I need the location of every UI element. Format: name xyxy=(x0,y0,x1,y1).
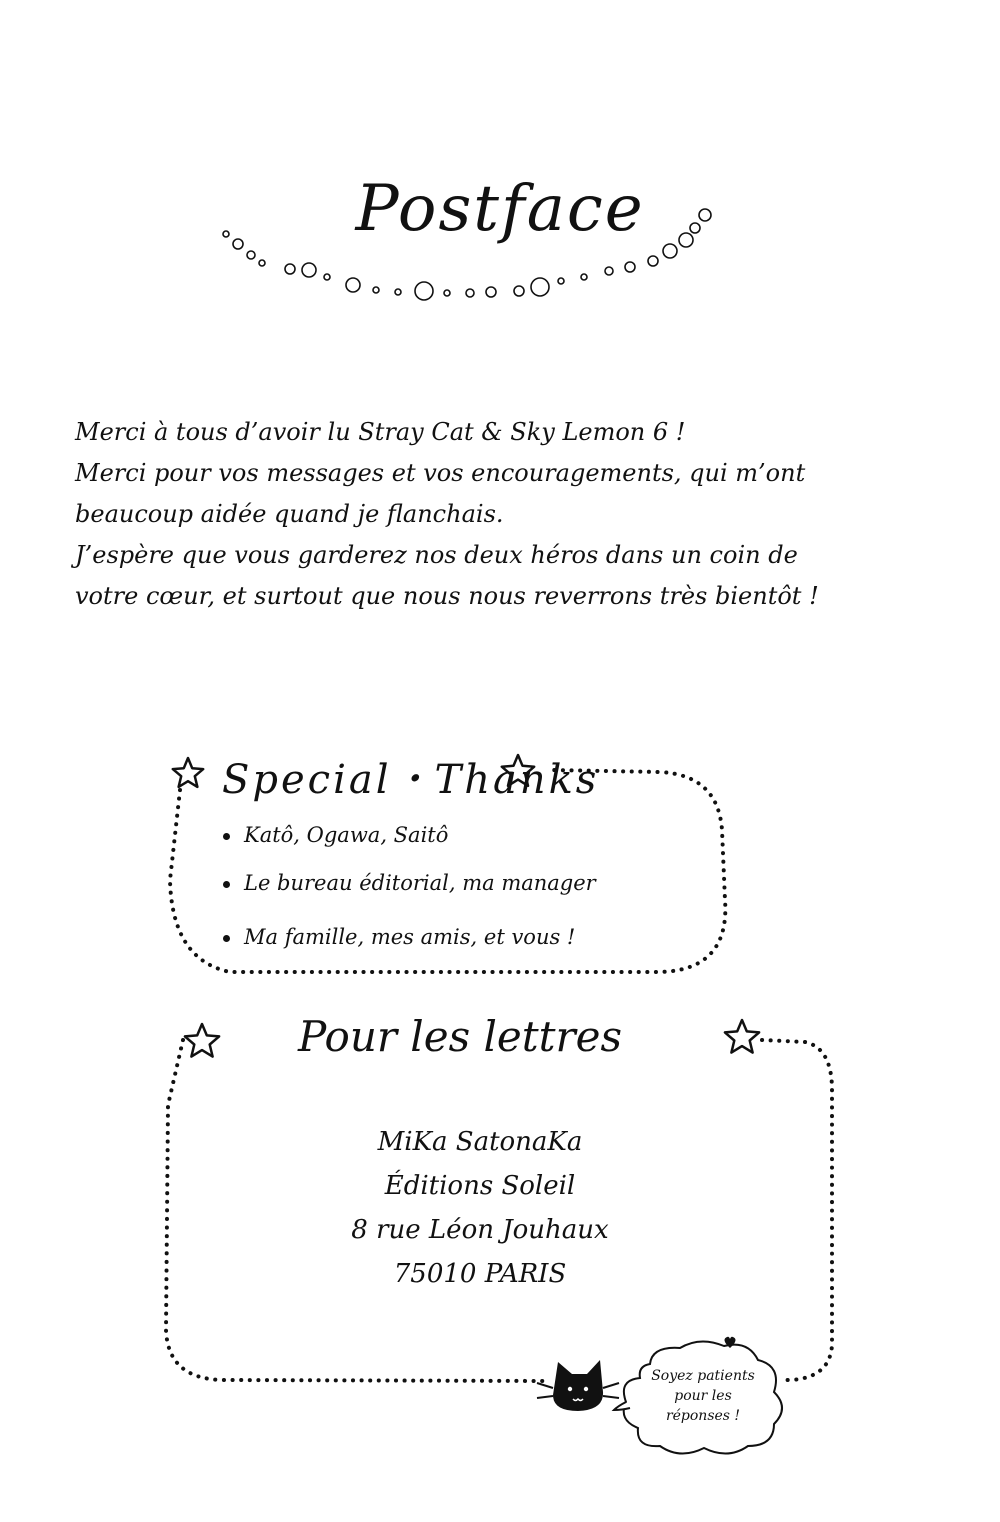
speech-bubble-text xyxy=(628,1366,778,1426)
bubble-dot xyxy=(285,264,295,274)
bubble-dot xyxy=(625,262,635,272)
address-line: Éditions Soleil xyxy=(384,1171,576,1201)
special-thanks-list xyxy=(220,812,596,950)
cat-icon xyxy=(537,1360,619,1411)
bubble-line: réponses ! xyxy=(665,1408,741,1424)
letters-title: Pour les lettres xyxy=(297,1012,623,1061)
bubble-dot xyxy=(648,256,658,266)
intro-text xyxy=(75,412,935,617)
bubble-dot xyxy=(346,278,360,292)
bubble-line: Soyez patients xyxy=(651,1368,755,1384)
star-icon xyxy=(173,758,203,787)
address-line: 8 rue Léon Jouhaux xyxy=(351,1215,609,1245)
bubble-dot xyxy=(514,286,524,296)
special-thanks-title: Special・Thanks xyxy=(222,757,600,803)
bubble-dot xyxy=(466,289,474,297)
intro-line: J’espère que vous garderez nos deux héros dans un coin de xyxy=(75,541,798,569)
bubble-dot xyxy=(486,287,496,297)
bubble-dot xyxy=(415,282,433,300)
bubble-dot xyxy=(324,274,330,280)
intro-line: beaucoup aidée quand je flanchais. xyxy=(75,500,504,528)
bubble-dot xyxy=(663,244,677,258)
bubble-dot xyxy=(373,287,379,293)
bubble-dot xyxy=(581,274,587,280)
bubble-line: pour les xyxy=(674,1388,732,1404)
list-item: Ma famille, mes amis, et vous ! xyxy=(220,924,596,950)
bubble-dot xyxy=(531,278,549,296)
list-item: Le bureau éditorial, ma manager xyxy=(220,870,596,896)
page-title: Postface xyxy=(355,172,645,246)
bubble-dot xyxy=(259,260,265,266)
address-line: MiKa SatonaKa xyxy=(377,1127,583,1157)
bubble-dot xyxy=(395,289,401,295)
intro-line: Merci à tous d’avoir lu Stray Cat & Sky Lemon 6 ! xyxy=(75,418,686,446)
address-line: 75010 PARIS xyxy=(393,1259,567,1289)
bubble-dot xyxy=(605,267,613,275)
bubble-dot xyxy=(444,290,450,296)
bubble-dot xyxy=(558,278,564,284)
list-item: Katô, Ogawa, Saitô xyxy=(220,822,596,848)
bubble-dot xyxy=(302,263,316,277)
bubble-dot xyxy=(247,251,255,259)
intro-line: Merci pour vos messages et vos encouragements, qui m’ont xyxy=(75,459,806,487)
mailing-address xyxy=(0,1120,960,1296)
intro-line: votre cœur, et surtout que nous nous reverrons très bientôt ! xyxy=(75,582,819,610)
